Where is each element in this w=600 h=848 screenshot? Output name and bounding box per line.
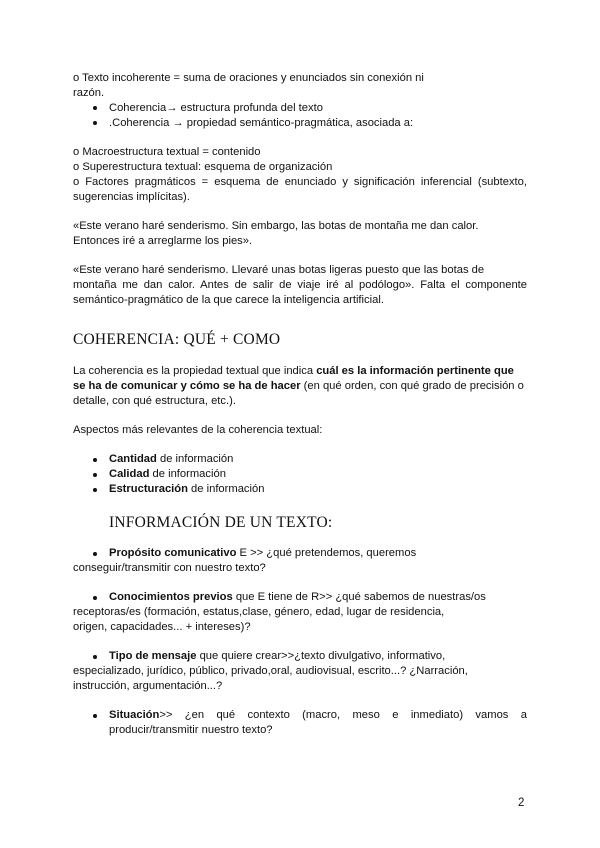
text-line: o Superestructura textual: esquema de organización <box>73 161 333 173</box>
section-heading: COHERENCIA: QUÉ + COMO <box>73 331 281 348</box>
bullet-icon <box>93 655 97 659</box>
list-item <box>109 590 486 604</box>
bold-span: Cantidad <box>109 453 157 465</box>
bullet-icon <box>93 596 97 600</box>
text-line: o Factores pragmáticos = esquema de enunciado y significación inferencial (subtexto, <box>73 176 527 188</box>
paragraph-line <box>73 379 524 393</box>
paragraph-line <box>73 364 514 378</box>
list-item <box>109 482 264 496</box>
bold-span: cuál es la información pertinente que <box>316 365 514 377</box>
paragraph-line: detalle, con qué estructura, etc.). <box>73 395 236 407</box>
list-item <box>109 649 445 663</box>
bullet-icon <box>93 714 97 718</box>
text-span: de información <box>149 468 226 480</box>
bold-span: Situación <box>109 709 160 721</box>
example-text: Entonces iré a arreglarme los pies». <box>73 235 253 247</box>
list-item <box>109 546 416 560</box>
section-heading: INFORMACIÓN DE UN TEXTO: <box>109 514 333 531</box>
text-line: sugerencias implícitas). <box>73 191 190 203</box>
bold-span: se ha de comunicar y cómo se ha de hacer <box>73 380 301 392</box>
text-span: de información <box>187 483 265 495</box>
text-line: o Texto incoherente = suma de oraciones y enunciados sin conexión ni <box>73 72 424 84</box>
text-span: (en qué orden, con qué grado de precisión o <box>300 380 524 392</box>
bold-span: Tipo de mensaje <box>109 650 197 662</box>
text-span: que quiere crear>>¿texto divulgativo, informativo, <box>196 650 446 662</box>
text-line: conseguir/transmitir con nuestro texto? <box>73 562 266 574</box>
text-line: o Macroestructura textual = contenido <box>73 146 261 158</box>
text-line: producir/transmitir nuestro texto? <box>109 724 273 736</box>
text-line: especializado, jurídico, público, privado,oral, audiovisual, escrito...? ¿Narración, <box>73 665 468 677</box>
list-item: .Coherencia → propiedad semántico-pragmática, asociada a: <box>109 117 414 129</box>
bold-span: Propósito comunicativo <box>109 547 237 559</box>
example-text: montaña me dan calor. Antes de salir de viaje iré al podólogo». Falta el componente <box>73 279 527 291</box>
text-line: origen, capacidades... + intereses)? <box>73 621 251 633</box>
text-line: instrucción, argumentación...? <box>73 680 223 692</box>
bullet-icon <box>93 106 97 110</box>
text-span: que E tiene de R>> ¿qué sabemos de nuestras/os <box>232 591 486 603</box>
text-span: de información <box>156 453 234 465</box>
example-text: semántico-pragmático de la que carece la inteligencia artificial. <box>73 294 384 306</box>
text-line: receptoras/es (formación, estatus,clase, género, edad, lugar de residencia, <box>73 606 445 618</box>
example-text: «Este verano haré senderismo. Sin embargo, las botas de montaña me dan calor. <box>73 220 479 232</box>
page-number: 2 <box>518 797 525 809</box>
list-item: Coherencia→ estructura profunda del texto <box>109 102 323 114</box>
bullet-icon <box>93 121 97 125</box>
example-text: «Este verano haré senderismo. Llevaré unas botas ligeras puesto que las botas de <box>73 264 485 276</box>
list-item <box>109 452 233 466</box>
list-item <box>109 467 226 481</box>
bullet-icon <box>93 473 97 477</box>
bullet-icon <box>93 552 97 556</box>
bold-span: Estructuración <box>109 483 188 495</box>
text-span: >> ¿en qué contexto (macro, meso e inmediato) vamos a <box>159 709 527 721</box>
bold-span: Calidad <box>109 468 150 480</box>
bullet-icon <box>93 458 97 462</box>
bullet-icon <box>93 488 97 492</box>
list-item <box>109 708 527 722</box>
text-span: E >> ¿qué pretendemos, queremos <box>236 547 417 559</box>
text-line: Aspectos más relevantes de la coherencia textual: <box>73 424 323 436</box>
bold-span: Conocimientos previos <box>109 591 233 603</box>
text-line: razón. <box>73 87 105 99</box>
text-span: La coherencia es la propiedad textual que indica <box>73 365 317 377</box>
